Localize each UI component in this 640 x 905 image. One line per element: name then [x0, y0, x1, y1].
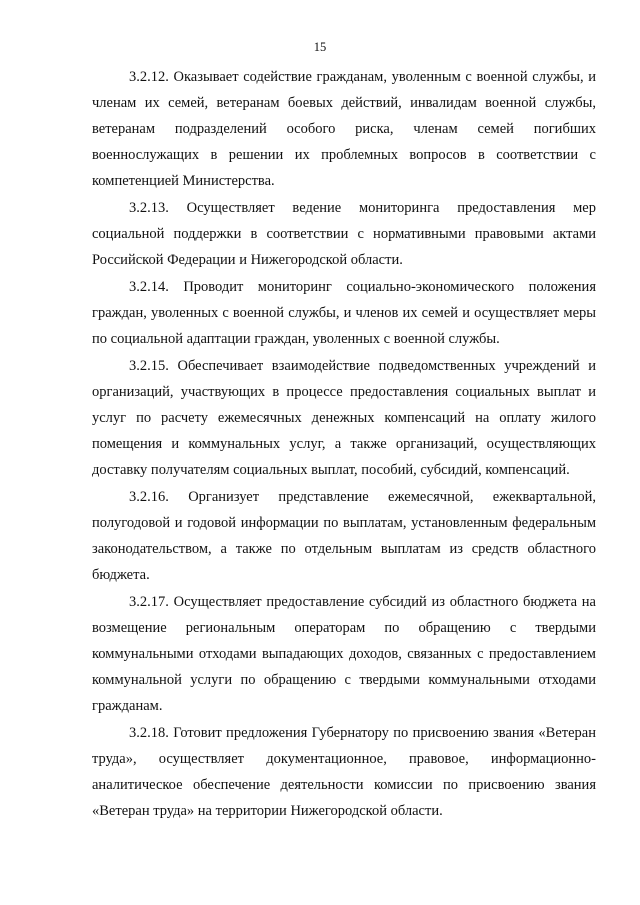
page-number: 15 [313, 40, 327, 54]
paragraph-3-2-18: 3.2.18. Готовит предложения Губернатору по присвоению звания «Ветеран труда», осуществляет документационное, правовое, информационно-аналитическое обеспечение деятельности комиссии по присвоению звания «Ветеран труда» на территории Нижегородской области. [92, 725, 596, 819]
document-body [92, 64, 596, 825]
paragraph-3-2-14: 3.2.14. Проводит мониторинг социально-экономического положения граждан, уволенных с военной службы, и членов их семей и осуществляет меры по социальной адаптации граждан, уволенных с военной службы. [92, 279, 596, 347]
paragraph-3-2-17: 3.2.17. Осуществляет предоставление субсидий из областного бюджета на возмещение региональным операторам по обращению с твердыми коммунальными отходами выпадающих доходов, связанных с предоставлением коммунальной услуги по обращению с твердыми коммунальными отходами гражданам. [92, 594, 596, 714]
paragraph-3-2-16: 3.2.16. Организует представление ежемесячной, ежеквартальной, полугодовой и годовой информации по выплатам, установленным федеральным законодательством, а также по отдельным выплатам из средств областного бюджета. [92, 489, 596, 583]
paragraph-3-2-12: 3.2.12. Оказывает содействие гражданам, уволенным с военной службы, и членам их семей, ветеранам боевых действий, инвалидам военной службы, ветеранам подразделений особого риска, членам семей погибших военнослужащих в решении их проблемных вопросов в соответствии с компетенцией Министерства. [92, 69, 596, 189]
paragraph-3-2-13: 3.2.13. Осуществляет ведение мониторинга предоставления мер социальной поддержки в соответствии с нормативными правовыми актами Российской Федерации и Нижегородской области. [92, 200, 596, 268]
paragraph-3-2-15: 3.2.15. Обеспечивает взаимодействие подведомственных учреждений и организаций, участвующих в процессе предоставления социальных выплат и услуг по расчету ежемесячных денежных компенсаций на оплату жилого помещения и коммунальных услуг, а также организаций, осуществляющих доставку получателям социальных выплат, пособий, субсидий, компенсаций. [92, 358, 596, 478]
